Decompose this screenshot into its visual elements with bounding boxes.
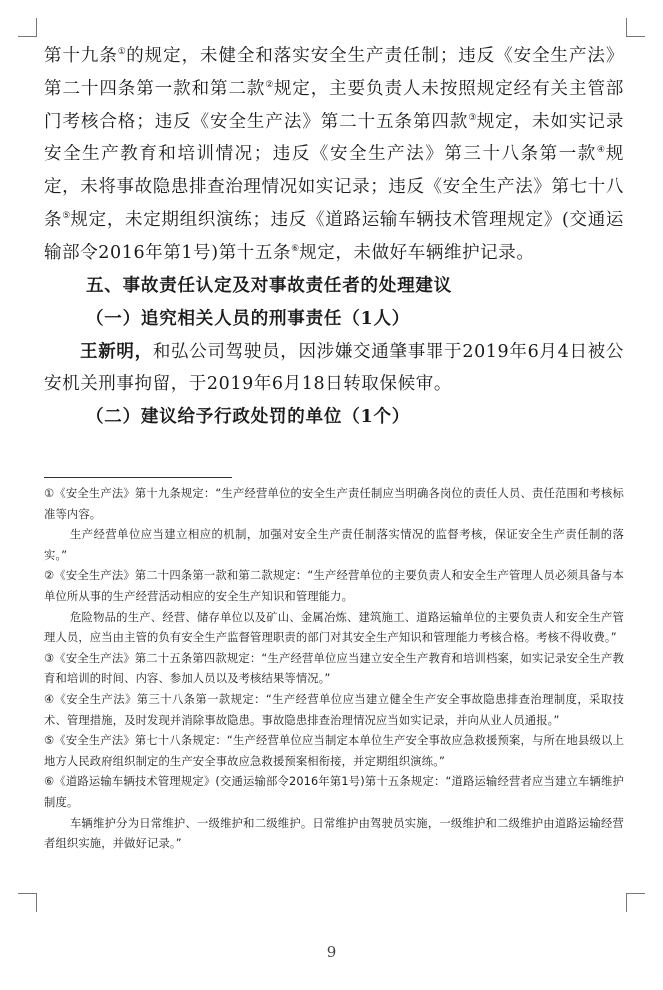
footnote-ref-5[interactable]: ⑤ [62, 211, 71, 222]
footnote-4: ④《安全生产法》第三十八条第一款规定：“生产经营单位应当建立健全生产安全事故隐患排查治理制度，采取技术、管理措施，及时发现并消除事故隐患。事故隐患排查治理情况应当如实记录，并向从业人员通报。” [44, 692, 624, 727]
footnote-2-continued: 危险物品的生产、经营、储存单位以及矿山、金属冶炼、建筑施工、道路运输单位的主要负责人和安全生产管理人员，应当由主管的负有安全生产监督管理职责的部门对其安全生产知识和管理能力考核合格。考核不得收费。” [44, 610, 624, 645]
person-name: 王新明， [80, 341, 153, 362]
crop-mark-bottom-left [18, 893, 37, 912]
subsection-heading-administrative-penalty: （二）建议给予行政处罚的单位（1个） [86, 407, 411, 428]
crop-mark-top-right [626, 18, 645, 37]
footnote-1: ①《安全生产法》第十九条规定：“生产经营单位的安全生产责任制应当明确各岗位的责任人员、责任范围和考核标准等内容。 [44, 487, 624, 521]
footnote-5: ⑤《安全生产法》第七十八条规定：“生产经营单位应当制定本单位生产安全事故应急救援预案，与所在地县级以上地方人民政府组织制定的生产安全事故应急救援预案相衔接，并定期组织演练。” [44, 734, 624, 768]
body-paragraph-driver: 王新明，和弘公司驾驶员，因涉嫌交通肇事罪于2019年6月4日被公安机关刑事拘留，于2019年6月18日转取保候审。 [44, 341, 624, 395]
page-number: 9 [326, 943, 337, 961]
crop-mark-top-left [18, 18, 37, 37]
body-paragraph-violations: 第十九条①的规定，未健全和落实安全生产责任制；违反《安全生产法》第二十四条第一款和第二款②规定，主要负责人未按照规定经有关主管部门考核合格；违反《安全生产法》第二十五条第四款③规定，未如实记录安全生产教育和培训情况；违反《安全生产法》第三十八条第一款④规定，未将事故隐患排查治理情况如实记录；违反《安全生产法》第七十八条⑤规定，未定期组织演练；违反《道路运输车辆技术管理规定》(交通运输部令2016年第1号)第十五条⑥规定，未做好车辆维护记录。 [44, 46, 624, 263]
footnote-1-continued: 生产经营单位应当建立相应的机制，加强对安全生产责任制落实情况的监督考核，保证安全生产责任制的落实。” [44, 528, 624, 562]
footnote-2: ②《安全生产法》第二十四条第一款和第二款规定：“生产经营单位的主要负责人和安全生产管理人员必须具备与本单位所从事的生产经营活动相应的安全生产知识和管理能力。 [44, 569, 624, 603]
crop-mark-bottom-right [626, 893, 645, 912]
footnote-3: ③《安全生产法》第二十五条第四款规定：“生产经营单位应当建立安全生产教育和培训档案，如实记录安全生产教育和培训的时间、内容、参加人员以及考核结果等情况。” [44, 651, 624, 686]
section-heading-5: 五、事故责任认定及对事故责任者的处理建议 [86, 275, 452, 296]
footnote-divider [44, 477, 232, 478]
footnote-6: ⑥《道路运输车辆技术管理规定》(交通运输部令2016年第1号)第十五条规定：“道路运输经营者应当建立车辆维护制度。 [44, 775, 624, 809]
footnotes [44, 484, 624, 855]
footnote-ref-6[interactable]: ⑥ [291, 243, 300, 254]
footnote-6-continued: 车辆维护分为日常维护、一级维护和二级维护。日常维护由驾驶员实施，一级维护和二级维护由道路运输经营者组织实施，并做好记录。” [44, 816, 624, 851]
main-text [44, 40, 624, 434]
footnote-ref-1[interactable]: ① [117, 47, 127, 58]
footnote-ref-2[interactable]: ② [265, 79, 274, 90]
footnote-ref-4[interactable]: ④ [596, 145, 606, 156]
subsection-heading-criminal-liability: （一）追究相关人员的刑事责任（1人） [86, 308, 411, 329]
footnote-ref-3[interactable]: ③ [468, 112, 477, 123]
